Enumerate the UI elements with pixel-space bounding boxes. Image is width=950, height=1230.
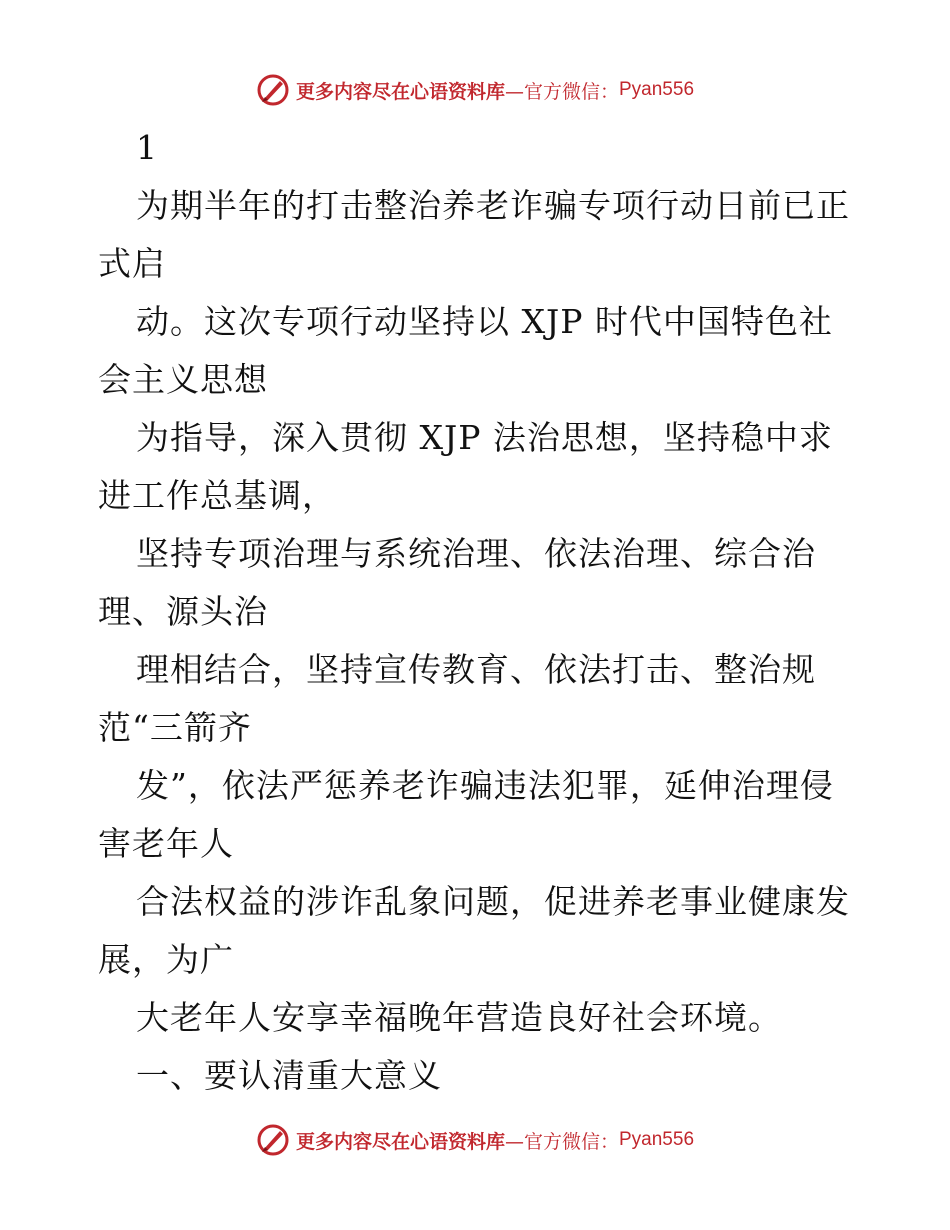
text-line: 为期半年的打击整治养老诈骗专项行动日前已正 xyxy=(136,186,850,225)
banner-wechat-label: —官方微信： xyxy=(504,80,619,103)
banner-main-text: 更多内容尽在心语资料库 xyxy=(295,80,505,103)
text-line: 大老年人安享幸福晚年营造良好社会环境。 xyxy=(136,998,782,1037)
text-line: 式启 xyxy=(98,244,166,283)
page-number: 1 xyxy=(136,128,158,167)
text-line: 范“三箭齐 xyxy=(98,708,252,747)
quill-pen-logo-icon xyxy=(256,1123,290,1157)
quill-pen-logo-icon xyxy=(256,73,290,107)
banner-wechat-label: —官方微信： xyxy=(504,1130,619,1153)
header-banner xyxy=(0,70,950,110)
text-line: 展，为广 xyxy=(98,940,234,979)
banner-wechat-id: Pyan556 xyxy=(619,1129,695,1150)
text-line: 会主义思想 xyxy=(98,360,268,399)
banner-main-text: 更多内容尽在心语资料库 xyxy=(295,1130,505,1153)
text-line: 理相结合，坚持宣传教育、依法打击、整治规 xyxy=(136,650,816,689)
text-line: 坚持专项治理与系统治理、依法治理、综合治 xyxy=(136,534,816,573)
text-line: 害老年人 xyxy=(98,824,234,863)
banner-wechat-id: Pyan556 xyxy=(619,79,695,100)
footer-banner xyxy=(0,1120,950,1160)
text-line: 为指导，深入贯彻 XJP 法治思想，坚持稳中求 xyxy=(136,418,833,457)
text-line: 理、源头治 xyxy=(98,592,268,631)
text-line: 进工作总基调， xyxy=(98,476,336,515)
text-line: 合法权益的涉诈乱象问题，促进养老事业健康发 xyxy=(136,882,850,921)
text-line: 发”，依法严惩养老诈骗违法犯罪，延伸治理侵 xyxy=(136,766,834,805)
section-heading: 一、要认清重大意义 xyxy=(136,1056,442,1095)
text-line: 动。这次专项行动坚持以 XJP 时代中国特色社 xyxy=(136,302,833,341)
